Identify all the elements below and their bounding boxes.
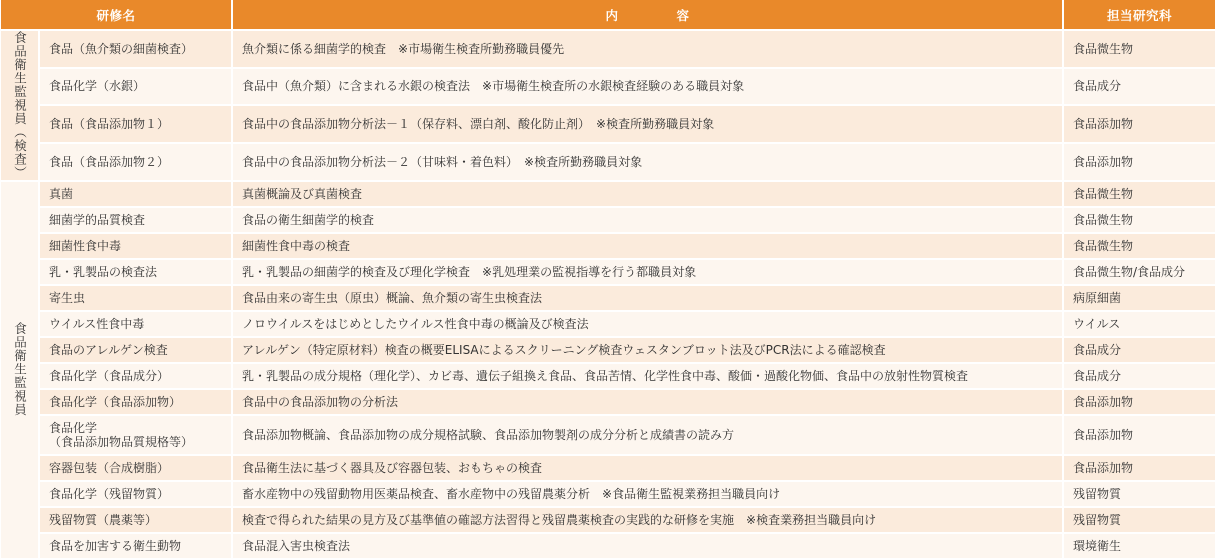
course-lab: 食品成分 [1064,364,1217,390]
course-content: 食品由来の寄生虫（原虫）概論、魚介類の寄生虫検査法 [233,286,1064,312]
course-name: 食品（食品添加物１） [40,106,233,144]
table-row [1,182,1217,208]
header-lab: 担当研究科 [1064,0,1217,31]
course-content: 食品中（魚介類）に含まれる水銀の検査法 ※市場衛生検査所の水銀検査経験のある職員対象 [233,69,1064,107]
course-name: 残留物質（農薬等） [40,508,233,534]
course-lab: 食品添加物 [1064,416,1217,456]
group-label-inspection [1,31,40,182]
course-name: 食品（魚介類の細菌検査） [40,31,233,69]
course-name: 細菌学的品質検査 [40,208,233,234]
header-content-char1: 内 [605,7,619,23]
table-row [1,534,1217,560]
course-name: 容器包装（合成樹脂） [40,456,233,482]
group-label-text: 食品衛生監視員 [12,322,28,417]
course-lab: 環境衛生 [1064,534,1217,560]
course-lab: 食品添加物 [1064,106,1217,144]
course-lab: 食品微生物 [1064,31,1217,69]
course-content: 検査で得られた結果の見方及び基準値の確認方法習得と残留農薬検査の実践的な研修を実施 ※検査業務担当職員向け [233,508,1064,534]
course-lab: 食品微生物/食品成分 [1064,260,1217,286]
course-lab: 食品微生物 [1064,234,1217,260]
course-lab: 病原細菌 [1064,286,1217,312]
table-row [1,338,1217,364]
table-row [1,456,1217,482]
table-row [1,234,1217,260]
course-name: 食品（食品添加物２） [40,144,233,182]
course-name: 細菌性食中毒 [40,234,233,260]
course-content: 食品混入害虫検査法 [233,534,1064,560]
group-label-inspector [1,182,40,560]
table-row [1,208,1217,234]
course-lab: 食品添加物 [1064,390,1217,416]
course-content: 細菌性食中毒の検査 [233,234,1064,260]
table-row [1,286,1217,312]
course-name: 食品のアレルゲン検査 [40,338,233,364]
course-name: 食品化学（食品成分） [40,364,233,390]
table-row [1,106,1217,144]
course-content: 食品の衛生細菌学的検査 [233,208,1064,234]
course-name-line2: （食品添加物品質規格等） [49,434,194,449]
course-lab: 食品微生物 [1064,208,1217,234]
course-lab: 食品成分 [1064,338,1217,364]
table-row [1,416,1217,456]
course-name: 真菌 [40,182,233,208]
course-content: 食品中の食品添加物分析法－２（甘味料・着色料） ※検査所勤務職員対象 [233,144,1064,182]
course-content: アレルゲン（特定原材料）検査の概要ELISAによるスクリーニング検査ウェスタンブロット法及びPCR法による確認検査 [233,338,1064,364]
training-table [1,0,1217,560]
header-course-name: 研修名 [1,0,233,31]
header-content [233,0,1064,31]
course-content: 畜水産物中の残留動物用医薬品検査、畜水産物中の残留農薬分析 ※食品衛生監視業務担当職員向け [233,482,1064,508]
header-row [1,0,1217,31]
course-content: ノロウイルスをはじめとしたウイルス性食中毒の概論及び検査法 [233,312,1064,338]
course-name [40,416,233,456]
course-lab: ウイルス [1064,312,1217,338]
table-row [1,390,1217,416]
course-name: 乳・乳製品の検査法 [40,260,233,286]
table-row [1,260,1217,286]
table-row [1,482,1217,508]
course-content: 乳・乳製品の成分規格（理化学）、カビ毒、遺伝子組換え食品、食品苦情、化学性食中毒、酸価・過酸化物価、食品中の放射性物質検査 [233,364,1064,390]
table-row [1,69,1217,107]
table-row [1,364,1217,390]
course-content: 食品添加物概論、食品添加物の成分規格試験、食品添加物製剤の成分分析と成績書の読み方 [233,416,1064,456]
course-name: 食品化学（食品添加物） [40,390,233,416]
course-content: 食品中の食品添加物分析法－１（保存料、漂白剤、酸化防止剤） ※検査所勤務職員対象 [233,106,1064,144]
course-lab: 食品成分 [1064,69,1217,107]
table-row [1,31,1217,69]
course-lab: 残留物質 [1064,482,1217,508]
course-name: 食品を加害する衛生動物 [40,534,233,560]
course-lab: 食品添加物 [1064,456,1217,482]
course-content: 乳・乳製品の細菌学的検査及び理化学検査 ※乳処理業の監視指導を行う都職員対象 [233,260,1064,286]
course-content: 食品中の食品添加物の分析法 [233,390,1064,416]
course-content: 食品衛生法に基づく器具及び容器包装、おもちゃの検査 [233,456,1064,482]
course-lab: 食品添加物 [1064,144,1217,182]
group-label-text: 食品衛生監視員（検査） [12,31,28,180]
course-content: 魚介類に係る細菌学的検査 ※市場衛生検査所勤務職員優先 [233,31,1064,69]
course-name-line1: 食品化学 [49,420,98,435]
table-row [1,312,1217,338]
course-name: ウイルス性食中毒 [40,312,233,338]
course-lab: 食品微生物 [1064,182,1217,208]
course-lab: 残留物質 [1064,508,1217,534]
course-name: 食品化学（水銀） [40,69,233,107]
course-name: 食品化学（残留物質） [40,482,233,508]
table-row [1,144,1217,182]
table-row [1,508,1217,534]
course-name: 寄生虫 [40,286,233,312]
course-content: 真菌概論及び真菌検査 [233,182,1064,208]
header-content-char2: 容 [676,7,690,23]
